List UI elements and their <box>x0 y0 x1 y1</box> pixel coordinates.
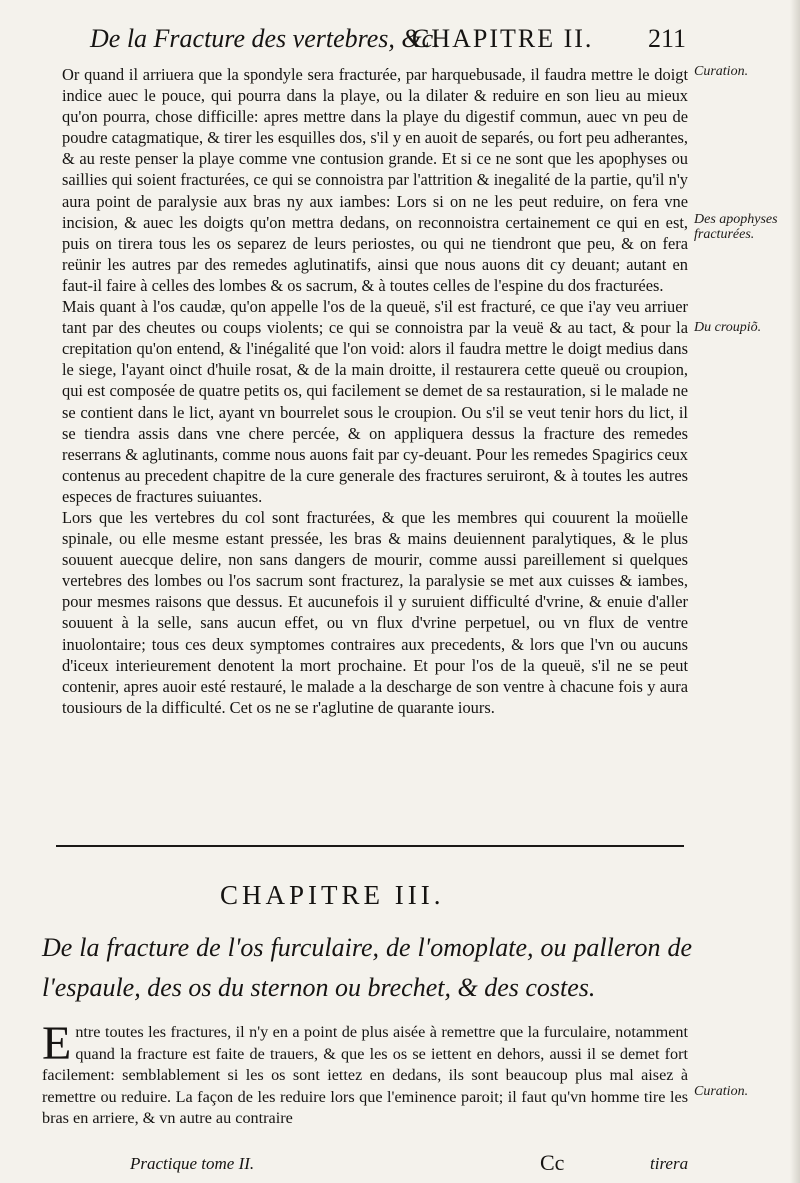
chapter-3-heading: CHAPITRE III. <box>220 880 445 910</box>
chapter-3-body <box>42 1017 688 1130</box>
margin-note-curation-2: Curation. <box>694 1084 749 1099</box>
paragraph-2: Mais quant à l'os caudæ, qu'on appelle l'os de la queuë, s'il est fracturé, ce que i'ay veu arriuer tant par des cheutes ou coups violents; ce qui se connoistra par la veuë & au tact, & pour la crepitation qu'on entend, & l'inégalité que l'on void: alors il faudra mettre le doigt medius dans le siege, l'ayant oinct d'huile rosat, & de la main droitte, il restaurera cette queuë ou croupion, qui est composée de quatre petits os, qui facilement se demet de sa restauration, si le malade ne se contient dans le lict, ayant vn bourrelet sous le croupion. Ou s'il se veut tenir hors du lict, il se tiendra assis dans vne chere percée, & on appliquera dessus la fracture des remedes reserrans & aglutinants, comme nous auons fait par cy-deuant. Pour les remedes Spagirics ceux contenus au precedent chapitre de la cure generale des fractures seruiront, & à toutes les autres especes de fractures suiuantes. <box>62 297 688 506</box>
page-footer <box>130 1150 690 1176</box>
page-edge-shadow <box>790 0 800 1183</box>
page-number: 211 <box>648 24 687 53</box>
catchword: tirera <box>650 1154 689 1173</box>
chapter-3-title: De la fracture de l'os furculaire, de l'omoplate, ou palleron de l'espaule, des os du sternon ou brechet, & des costes. <box>42 933 692 1002</box>
running-title: De la Fracture des vertebres, &c. <box>90 24 440 53</box>
running-header <box>60 24 700 54</box>
paragraph-3: Lors que les vertebres du col sont fracturées, & que les membres qui couurent la moüelle spinale, ou elle mesme estant pressée, les bras & mains deuiennent paralytiques, & le plus souuent auecque delire, non sans dangers de mourir, comme aussi pareillement si quelques vertebres des lombes ou l'os sacrum sont fracturez, la paralysie se met aux cuisses & iambes, pour mesmes raisons que dessus. Et aucunefois il y suruient difficulté d'vrine, & enuie d'aller souuent à la selle, sans aucun effet, ou vn flux d'vrine perpetuel, ou vn flux de ventre inuolontaire; tous ces deux symptomes contraires aux precedents, & lors que l'vn ou aucuns d'iceux interieurement denotent la mort prochaine. Et pour l'os de la queuë, s'il ne se peut contenir, apres auoir esté restauré, le malade a la descharge de son ventre à chacune fois y aura tousiours de la difficulté. Cet os ne se r'aglutine de quarante iours. <box>62 507 688 717</box>
chapter-label: CHAPITRE II. <box>412 24 594 53</box>
signature-mark: Cc <box>540 1150 565 1175</box>
footer-volume: Practique tome II. <box>130 1154 255 1173</box>
section-divider <box>56 845 684 847</box>
chapter-2-body <box>62 64 688 718</box>
margin-note-curation: Curation. <box>694 64 749 79</box>
chapter-3-paragraph: ntre toutes les fractures, il n'y en a point de plus aisée à remettre que la furculaire, notamment quand la fracture est faite de trauers, & que les os se iettent en dehors, aussi il se demet fort facilement: semblablement si les os sont iettez en dedans, ils sont beaucoup plus mal aisez à remettre ou reduire. La façon de les reduire lors que l'eminence paroit; il faut qu'vn homme tire les bras en arriere, & vn autre au contraire <box>42 1023 688 1128</box>
margin-note-croupion: Du croupiõ. <box>694 320 762 335</box>
margin-note-apophyses: Des apophyses fracturées. <box>694 212 778 242</box>
paragraph-1: Or quand il arriuera que la spondyle sera fracturée, par harquebusade, il faudra mettre le doigt indice auec le pouce, qui pourra dans la playe, ou la dilater & reduire en son lieu au mieux qu'on pourra, chose difficille: apres mettre dans la playe du digestif commun, auec vn peu de poudre catagmatique, & tirer les esquilles dos, s'il y en auoit de separés, ou fort peu adherantes, & au reste penser la playe comme vne contusion grande. Et si ce ne sont que les apophyses ou saillies qui soient fracturées, ce qui se connoistra par l'attrition & inegalité de la partie, qu'il n'y aura point de paralysie aux bras ny aux iambes: Lors si on ne les peut reduire, on fera vne incision, & auec les doigts qu'on mettra dedans, on reconnoistra certainement ce qui en est, puis on tirera tous les os separez de leurs periostes, ou qui ne tiendront que peu, & on fera reünir les autres par des remedes aglutinatifs, ainsi que nous auons dit cy deuant; autant en faut-il faire à celles des lombes & os sacrum, & à toutes celles de l'espine du dos fracturées. <box>62 65 688 295</box>
drop-cap: E <box>42 1017 72 1070</box>
